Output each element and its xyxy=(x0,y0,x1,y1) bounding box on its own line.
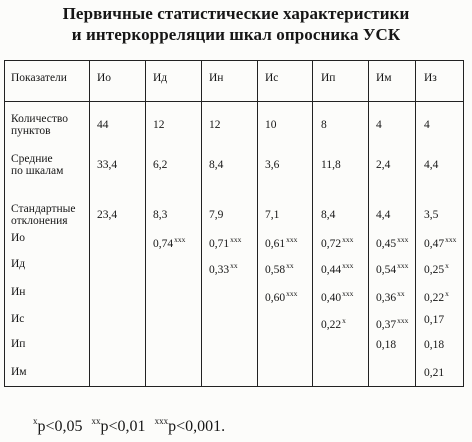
cell-value: 7,9 xyxy=(209,209,224,221)
row-label xyxy=(11,286,25,298)
statistics-table xyxy=(4,60,464,387)
row-label-line: Ип xyxy=(11,338,26,350)
table-cell xyxy=(321,259,353,277)
column-header: Ио xyxy=(97,72,112,84)
column-header: Из xyxy=(424,72,437,84)
table-cell xyxy=(265,159,279,172)
table-cell xyxy=(321,159,341,172)
significance-marker: xxx xyxy=(397,235,409,244)
row-label xyxy=(11,113,68,137)
column-divider xyxy=(145,61,146,386)
column-header: Ид xyxy=(153,72,168,84)
cell-value: 8,3 xyxy=(153,209,168,221)
row-label-line: Ин xyxy=(11,286,26,298)
table-cell xyxy=(376,119,382,132)
cell-value: 0,45 xyxy=(376,238,397,250)
table-cell xyxy=(424,259,449,277)
table-cell xyxy=(321,233,353,251)
cell-value: 7,1 xyxy=(265,209,280,221)
column-header: Ип xyxy=(321,72,336,84)
row-label xyxy=(11,258,25,270)
significance-marker: xxx xyxy=(342,235,354,244)
table-cell xyxy=(321,287,353,305)
footnote-item xyxy=(91,418,146,435)
table-cell xyxy=(209,119,221,132)
significance-marker: xxx xyxy=(286,235,298,244)
table-cell xyxy=(424,159,438,172)
cell-value: 4 xyxy=(424,119,430,131)
footnote-marker: xxx xyxy=(154,416,169,426)
significance-marker: xxx xyxy=(174,235,186,244)
table-cell xyxy=(265,209,279,222)
row-label xyxy=(11,338,25,350)
table-cell xyxy=(265,287,297,305)
table-cell xyxy=(97,159,117,172)
cell-value: 0,40 xyxy=(321,292,342,304)
table-cell xyxy=(424,367,444,380)
significance-marker: x xyxy=(445,289,449,298)
cell-value: 8 xyxy=(321,119,327,131)
cell-value: 2,4 xyxy=(376,159,391,171)
row-label-line: Им xyxy=(11,366,27,378)
row-label-line: Стандартные xyxy=(11,203,76,215)
significance-marker: xxx xyxy=(397,316,409,325)
column-divider xyxy=(415,61,416,386)
row-label xyxy=(11,366,27,378)
cell-value: 0,36 xyxy=(376,292,397,304)
table-cell xyxy=(376,287,405,305)
column-divider xyxy=(312,61,313,386)
table-cell xyxy=(424,209,438,222)
title-line-1: Первичные статистические характеристики xyxy=(62,4,410,23)
column-header: Показатели xyxy=(11,72,67,84)
cell-value: 0,71 xyxy=(209,238,230,250)
significance-marker: xxx xyxy=(397,261,409,270)
significance-marker: xx xyxy=(286,261,294,270)
significance-marker: xxx xyxy=(286,289,298,298)
row-label-line: Ис xyxy=(11,313,25,325)
table-cell xyxy=(376,209,390,222)
table-cell xyxy=(321,314,346,332)
table-cell xyxy=(265,259,294,277)
cell-value: 3,5 xyxy=(424,209,439,221)
significance-marker: xxx xyxy=(230,235,242,244)
table-cell xyxy=(424,233,456,251)
header-divider xyxy=(5,101,463,102)
cell-value: 0,37 xyxy=(376,319,397,331)
cell-value: 8,4 xyxy=(321,209,336,221)
cell-value: 12 xyxy=(209,119,221,131)
footnote-marker: x xyxy=(33,416,38,426)
table-cell xyxy=(376,339,396,352)
table-cell xyxy=(424,339,444,352)
footnote-text: p<0,001. xyxy=(168,418,226,435)
table-cell xyxy=(376,259,408,277)
cell-value: 0,60 xyxy=(265,292,286,304)
row-label-line: Ио xyxy=(11,232,26,244)
cell-value: 0,74 xyxy=(153,238,174,250)
significance-marker: xxx xyxy=(445,235,457,244)
cell-value: 0,22 xyxy=(321,319,342,331)
table-cell xyxy=(97,209,117,222)
cell-value: 0,47 xyxy=(424,238,445,250)
row-label xyxy=(11,313,24,325)
cell-value: 44 xyxy=(97,119,109,131)
table-cell xyxy=(153,159,167,172)
table-cell xyxy=(153,233,185,251)
cell-value: 0,72 xyxy=(321,238,342,250)
significance-marker: xx xyxy=(230,261,238,270)
row-label-line: Ид xyxy=(11,258,26,270)
table-cell xyxy=(376,233,408,251)
footnote-item xyxy=(154,418,226,435)
column-header: Им xyxy=(376,72,392,84)
cell-value: 8,4 xyxy=(209,159,224,171)
table-cell xyxy=(153,119,165,132)
significance-marker: x xyxy=(445,261,449,270)
table-cell xyxy=(424,314,444,327)
table-cell xyxy=(376,159,390,172)
row-label-line: по шкалам xyxy=(11,165,64,177)
column-divider xyxy=(257,61,258,386)
cell-value: 10 xyxy=(265,119,277,131)
table-cell xyxy=(321,209,335,222)
table-cell xyxy=(265,233,297,251)
column-header: Ин xyxy=(209,72,224,84)
cell-value: 0,22 xyxy=(424,292,445,304)
cell-value: 0,58 xyxy=(265,264,286,276)
table-cell xyxy=(321,119,327,132)
column-divider xyxy=(89,61,90,386)
cell-value: 3,6 xyxy=(265,159,280,171)
table-cell xyxy=(153,209,167,222)
footnote-text: p<0,05 xyxy=(37,418,83,435)
significance-marker: xx xyxy=(397,289,405,298)
significance-marker: xxx xyxy=(342,261,354,270)
cell-value: 0,61 xyxy=(265,238,286,250)
cell-value: 4 xyxy=(376,119,382,131)
cell-value: 0,18 xyxy=(424,339,445,351)
cell-value: 0,21 xyxy=(424,367,445,379)
row-label-line: пунктов xyxy=(11,125,51,137)
table-cell xyxy=(97,119,109,132)
column-divider xyxy=(368,61,369,386)
table-cell xyxy=(209,209,223,222)
cell-value: 0,44 xyxy=(321,264,342,276)
footnote-text: p<0,01 xyxy=(100,418,146,435)
table-cell xyxy=(209,259,238,277)
row-label xyxy=(11,203,76,227)
table-cell xyxy=(424,119,430,132)
table-cell xyxy=(424,287,449,305)
significance-footnote xyxy=(32,416,233,436)
footnote-item xyxy=(32,418,83,435)
cell-value: 6,2 xyxy=(153,159,168,171)
significance-marker: xxx xyxy=(342,289,354,298)
column-divider xyxy=(201,61,202,386)
row-label-line: Количество xyxy=(11,113,68,125)
row-label xyxy=(11,232,25,244)
cell-value: 0,17 xyxy=(424,314,445,326)
row-label-line: отклонения xyxy=(11,215,68,227)
table-cell xyxy=(376,314,408,332)
cell-value: 33,4 xyxy=(97,159,118,171)
cell-value: 12 xyxy=(153,119,165,131)
table-cell xyxy=(209,159,223,172)
cell-value: 0,33 xyxy=(209,264,230,276)
cell-value: 23,4 xyxy=(97,209,118,221)
cell-value: 0,54 xyxy=(376,264,397,276)
cell-value: 4,4 xyxy=(424,159,439,171)
significance-marker: x xyxy=(342,316,346,325)
cell-value: 0,25 xyxy=(424,264,445,276)
page-title xyxy=(0,3,472,45)
cell-value: 0,18 xyxy=(376,339,397,351)
table-cell xyxy=(209,233,241,251)
row-label xyxy=(11,153,63,177)
column-header: Ис xyxy=(265,72,279,84)
row-label-line: Средние xyxy=(11,153,53,165)
footnote-marker: xx xyxy=(91,416,101,426)
cell-value: 11,8 xyxy=(321,159,341,171)
cell-value: 4,4 xyxy=(376,209,391,221)
table-cell xyxy=(265,119,277,132)
title-line-2: и интеркорреляции шкал опросника УСК xyxy=(71,25,401,44)
